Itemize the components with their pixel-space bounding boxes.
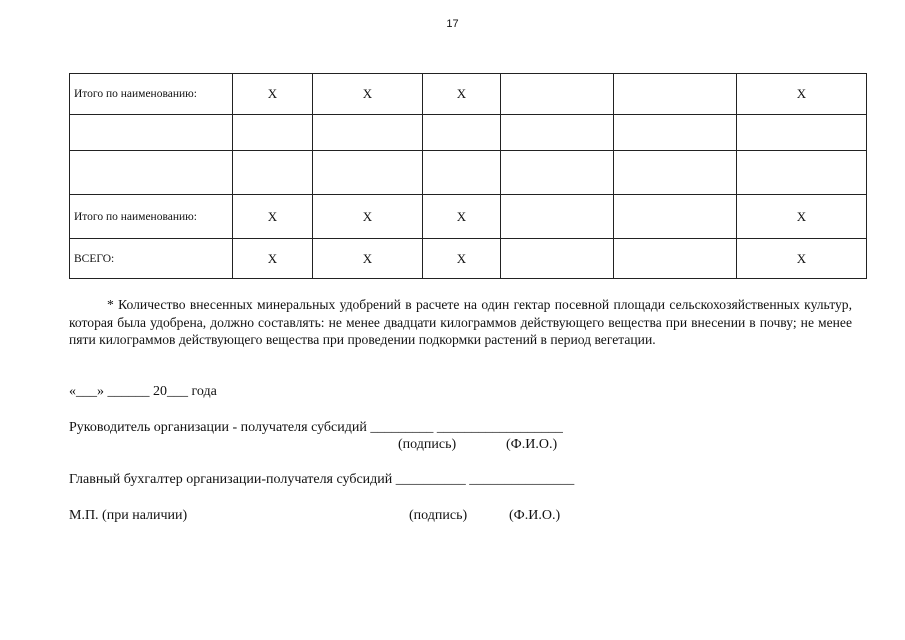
head-signature-line: Руководитель организации - получателя субсидий _________ __________________	[69, 420, 563, 435]
table-cell	[313, 151, 423, 195]
table-cell: X	[233, 239, 313, 279]
accountant-signature-caption: (подпись)	[409, 508, 468, 523]
table-cell	[313, 115, 423, 151]
table-cell	[501, 74, 614, 115]
head-name-caption: (Ф.И.О.)	[506, 437, 558, 452]
row-label: Итого по наименованию:	[70, 74, 233, 115]
table-cell	[501, 151, 614, 195]
table-cell: X	[737, 74, 867, 115]
table-cell	[614, 151, 737, 195]
table-cell: X	[423, 239, 501, 279]
table-cell: X	[737, 239, 867, 279]
row-label: Итого по наименованию:	[70, 195, 233, 239]
table-cell	[737, 115, 867, 151]
table-cell	[614, 74, 737, 115]
page-number: 17	[446, 18, 459, 30]
date-line: «___» ______ 20___ года	[69, 384, 217, 399]
table-row	[70, 74, 867, 115]
stamp-line: М.П. (при наличии)	[69, 508, 188, 523]
table-cell	[233, 115, 313, 151]
table-cell: X	[233, 74, 313, 115]
row-label	[70, 115, 233, 151]
table-row	[70, 195, 867, 239]
table-cell	[501, 239, 614, 279]
table-cell	[233, 151, 313, 195]
footnote-text: * Количество внесенных минеральных удобрений в расчете на один гектар посевной площади сельскохозяйственных культур, которая была удобрена, должно составлять: не менее двадцати килограммов действующего вещества при внесении в почву; не менее пяти килограммов действующего вещества при проведении подкормки растений в период вегетации.	[69, 297, 852, 347]
table-cell	[423, 151, 501, 195]
table-cell: X	[313, 239, 423, 279]
head-signature-caption: (подпись)	[398, 437, 457, 452]
table-cell: X	[313, 74, 423, 115]
accountant-name-caption: (Ф.И.О.)	[509, 508, 561, 523]
table-cell: X	[423, 195, 501, 239]
table-cell	[501, 195, 614, 239]
table-cell	[423, 115, 501, 151]
table-row	[70, 239, 867, 279]
subsidy-table	[69, 73, 867, 279]
table-row	[70, 151, 867, 195]
table-cell	[501, 115, 614, 151]
table-cell	[614, 195, 737, 239]
table-cell	[614, 115, 737, 151]
table-cell	[737, 151, 867, 195]
accountant-signature-line: Главный бухгалтер организации-получателя субсидий __________ _______________	[69, 472, 575, 487]
table-row	[70, 115, 867, 151]
table-cell: X	[423, 74, 501, 115]
row-label	[70, 151, 233, 195]
table-cell	[614, 239, 737, 279]
row-label: ВСЕГО:	[70, 239, 233, 279]
footnote	[69, 296, 852, 349]
table-cell: X	[313, 195, 423, 239]
table-cell: X	[233, 195, 313, 239]
table-cell: X	[737, 195, 867, 239]
